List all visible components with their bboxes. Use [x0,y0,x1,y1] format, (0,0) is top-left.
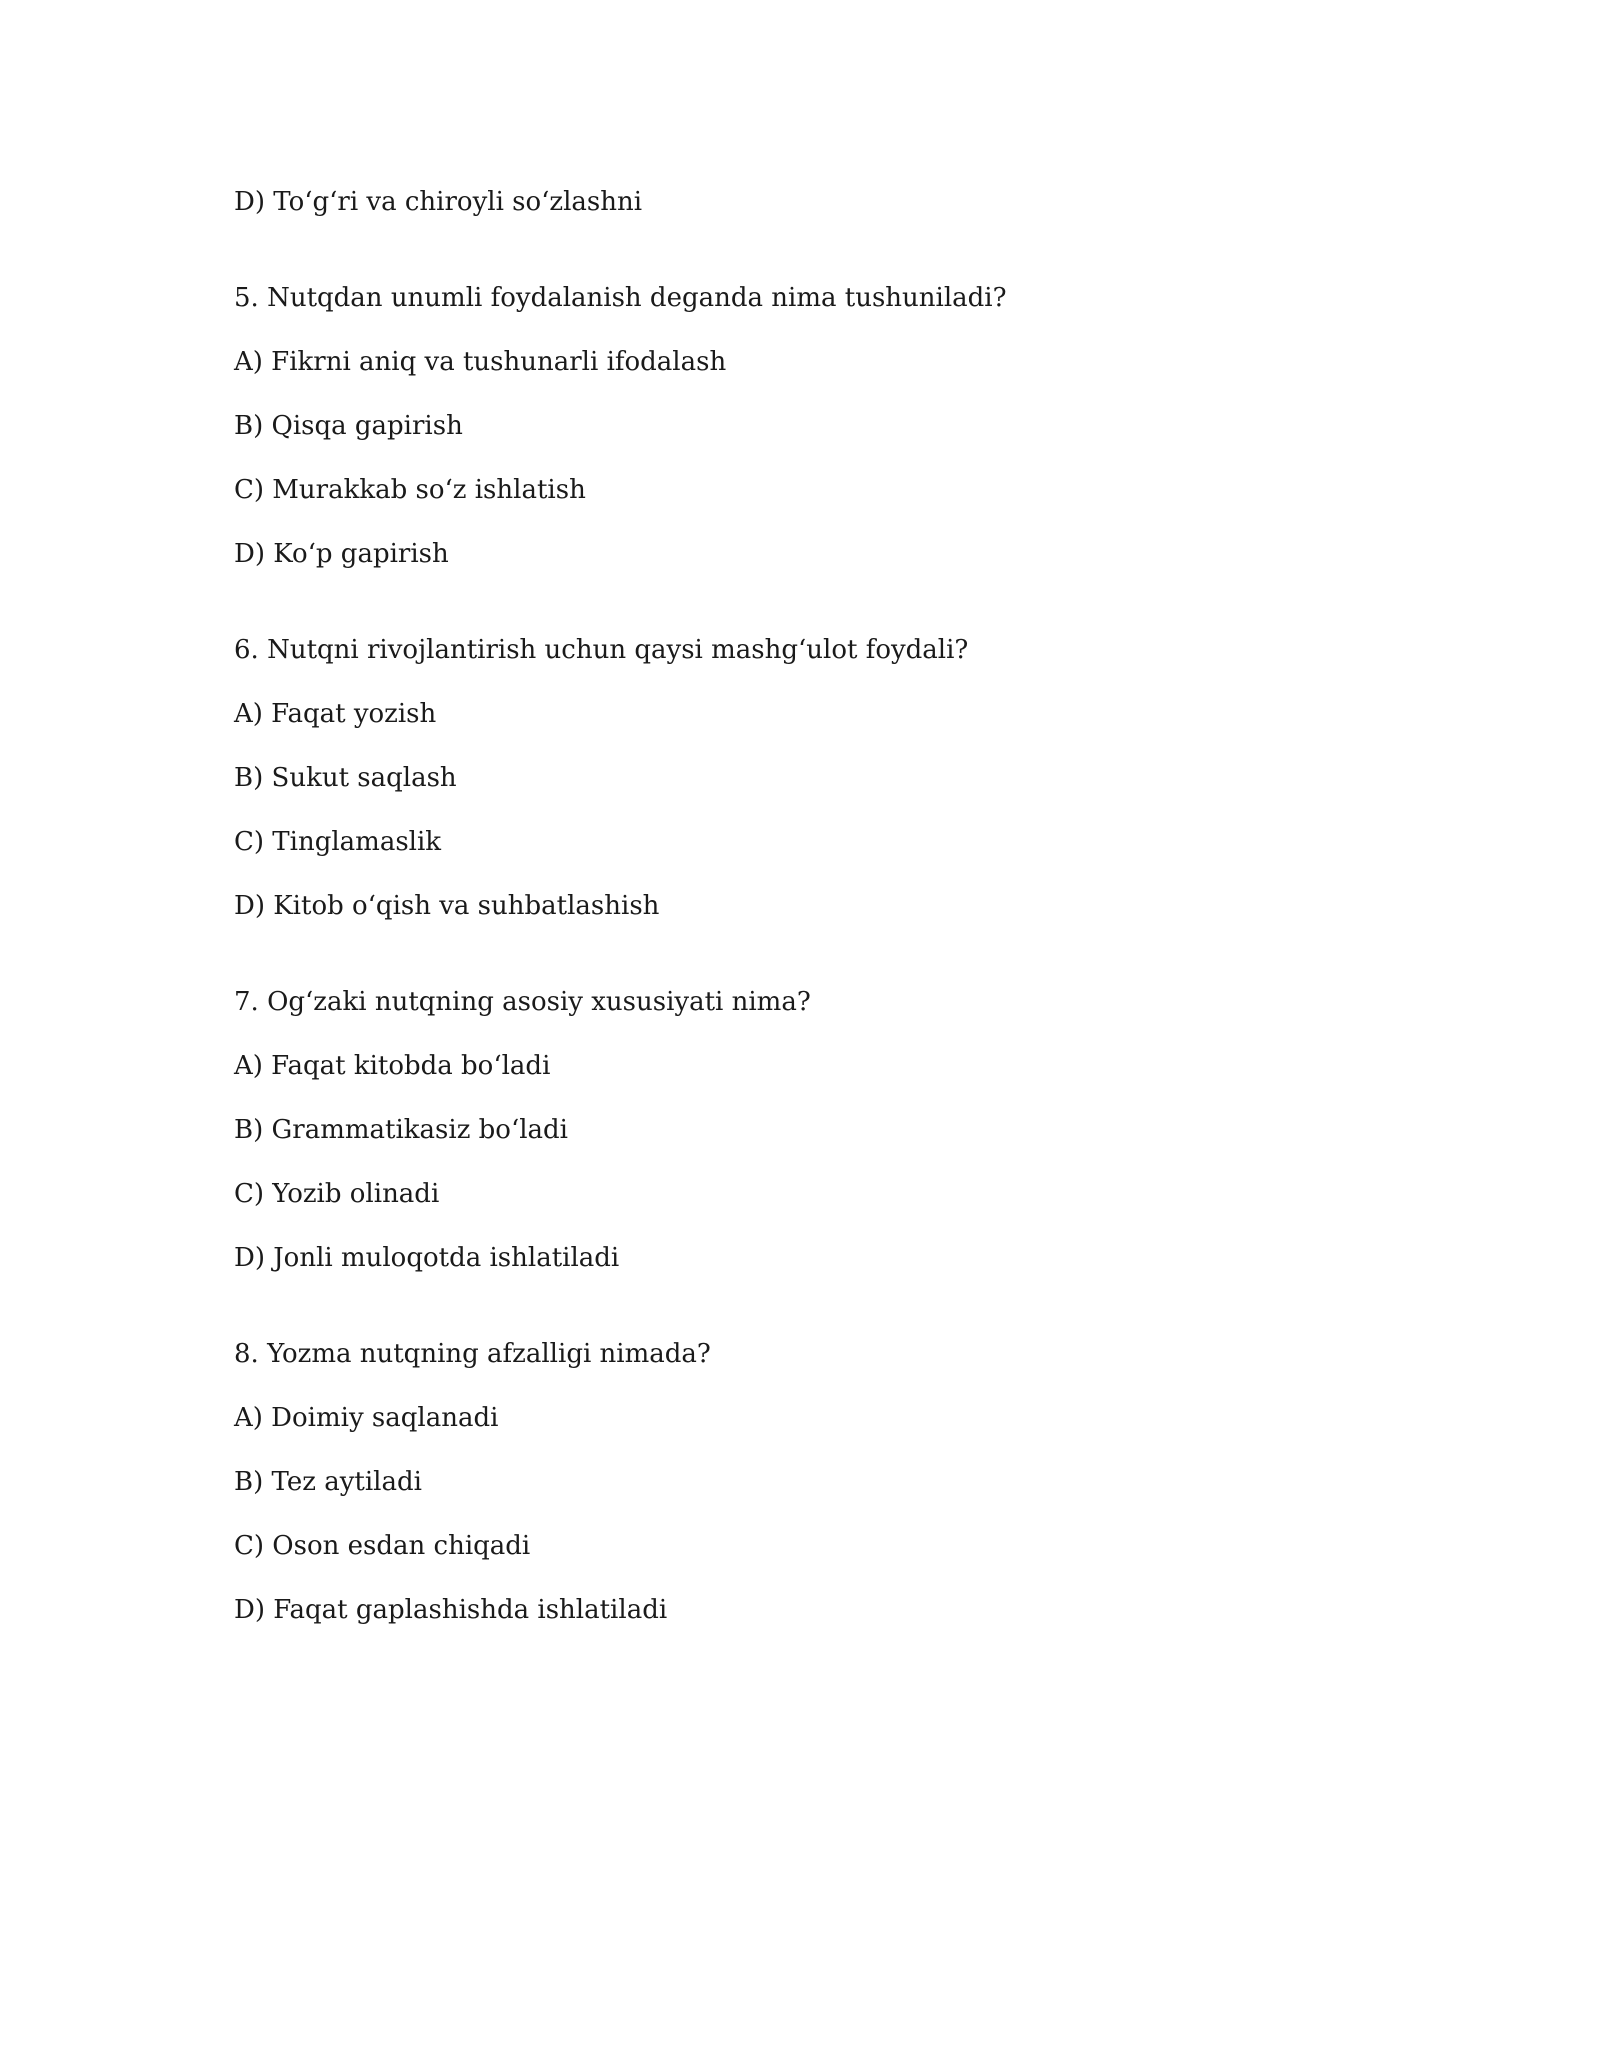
option-b: B) Sukut saqlash [234,763,457,793]
question-5 [234,282,1374,570]
option-c: C) Murakkab so‘z ishlatish [234,475,586,505]
option-c: C) Yozib olinadi [234,1179,440,1209]
option-d: D) Ko‘p gapirish [234,539,449,569]
option-b: B) Qisqa gapirish [234,411,463,441]
option-d: D) Jonli muloqotda ishlatiladi [234,1243,620,1273]
question-6 [234,634,1374,922]
question-8 [234,1338,1374,1626]
option-d-previous-question: D) To‘g‘ri va chiroyli so‘zlashni [234,187,643,217]
question-text: 5. Nutqdan unumli foydalanish deganda nima tushuniladi? [234,283,1007,313]
option-b: B) Tez aytiladi [234,1467,422,1497]
option-d: D) Kitob o‘qish va suhbatlashish [234,891,660,921]
option-a: A) Fikrni aniq va tushunarli ifodalash [234,347,727,377]
option-c: C) Oson esdan chiqadi [234,1531,531,1561]
question-text: 7. Og‘zaki nutqning asosiy xususiyati nima? [234,987,811,1017]
document-body [234,186,1374,1658]
question-7 [234,986,1374,1274]
option-a: A) Doimiy saqlanadi [234,1403,499,1433]
question-text: 6. Nutqni rivojlantirish uchun qaysi mashg‘ulot foydali? [234,635,969,665]
question-text: 8. Yozma nutqning afzalligi nimada? [234,1339,711,1369]
option-d: D) Faqat gaplashishda ishlatiladi [234,1595,668,1625]
option-c: C) Tinglamaslik [234,827,442,857]
option-a: A) Faqat yozish [234,699,437,729]
option-a: A) Faqat kitobda bo‘ladi [234,1051,551,1081]
option-b: B) Grammatikasiz bo‘ladi [234,1115,569,1145]
